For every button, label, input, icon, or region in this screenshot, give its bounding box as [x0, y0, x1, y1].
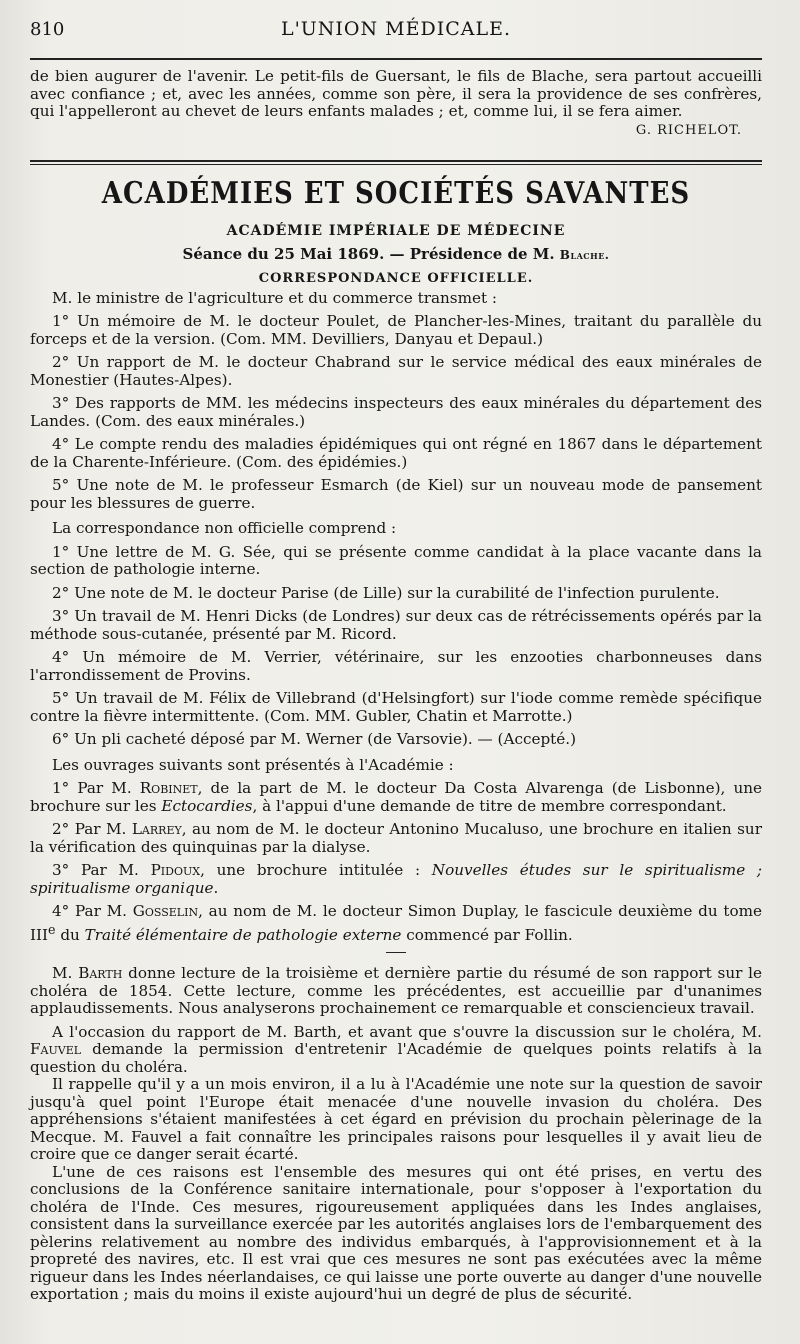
fauvel-paragraph: A l'occasion du rapport de M. Barth, et avant que s'ouvre la discussion sur le choléra, M. Fauvel demande la permission d'entretenir l'Académie de quelques points relatifs à la question du choléra. — [30, 1022, 762, 1076]
works-item-4: 4° Par M. Gosselin, au nom de M. le docteur Simon Duplay, le fascicule deuxième du tome IIIe du Traité élémentaire de pathologie externe commencé par Follin. — [30, 902, 762, 944]
running-title: L'UNION MÉDICALE. — [280, 18, 512, 40]
official-item-5: 5° Une note de M. le professeur Esmarch (de Kiel) sur un nouveau mode de pansement pour les blessures de guerre. — [30, 476, 762, 512]
recall-paragraph: Il rappelle qu'il y a un mois environ, il a lu à l'Académie une note sur la question de savoir jusqu'à quel point l'Europe était menacée d'une nouvelle invasion du choléra. Des appréhensions s'étaient manifestées à cet égard en prévision du prochain pèlerinage de la Mecque. M. Fauvel a fait connaître les principales raisons pour lesquelles il y avait lieu de croire que ce danger serait écarté. — [30, 1075, 762, 1164]
nonofficial-item-3: 3° Un travail de M. Henri Dicks (de Londres) sur deux cas de rétrécissements opérés par la méthode sous-cutanée, présenté par M. Ricord. — [30, 607, 762, 643]
section-title: ACADÉMIES ET SOCIÉTÉS SAVANTES — [101, 176, 691, 211]
intro-paragraph: de bien augurer de l'avenir. Le petit-fils de Guersant, le fils de Blache, sera partout accueilli avec confiance ; et, avec les années, comme son père, il sera la providence de ses confrères, qui l'appelleront au chevet de leurs enfants malades ; et, comme lui, il se fera aimer. — [30, 67, 762, 120]
page-number: 810 — [30, 19, 65, 40]
page-header — [30, 18, 762, 48]
signature: G. RICHELOT. — [635, 122, 742, 138]
nonofficial-item-6: 6° Un pli cacheté déposé par M. Werner (de Varsovie). — (Accepté.) — [52, 730, 577, 748]
short-separator — [386, 952, 406, 953]
nonofficial-item-5: 5° Un travail de M. Félix de Villebrand (d'Helsingfort) sur l'iode comme remède spécifique contre la fièvre intermittente. (Com. MM. Gubler, Chatin et Marrotte.) — [30, 689, 762, 725]
nonofficial-item-2: 2° Une note de M. le docteur Parise (de Lille) sur la curabilité de l'infection purulente. — [52, 583, 720, 602]
academy-title: ACADÉMIE IMPÉRIALE DE MÉDECINE — [226, 222, 566, 239]
section-divider — [30, 160, 762, 165]
measures-paragraph: L'une de ces raisons est l'ensemble des mesures qui ont été prises, en vertu des conclusions de la Conférence sanitaire internationale, pour s'opposer à l'exportation du choléra de l'Inde. Ces mesures, rigoureusement appliquées dans les Indes anglaises, consistent dans la surveillance exercée par les autorités anglaises lors de l'embarquement des pèlerins relativement au nombre des individus embarqués, à l'approvisionnement et à la propreté des navires, etc. Il est vrai que ces mesures ne sont pas exécutées avec la même rigueur dans les Indes néerlandaises, ce qui laisse une porte ouverte au danger d'une nouvelle exportation ; mais du moins il existe aujourd'hui un degré de plus de sécurité. — [30, 1162, 762, 1304]
official-item-3: 3° Des rapports de MM. les médecins inspecteurs des eaux minérales du département des Landes. (Com. des eaux minérales.) — [30, 394, 762, 430]
session-line — [30, 245, 762, 263]
correspondence-label: CORRESPONDANCE OFFICIELLE. — [258, 270, 534, 286]
nonofficial-item-4: 4° Un mémoire de M. Verrier, vétérinaire, sur les enzooties charbonneuses dans l'arrondissement de Provins. — [30, 648, 762, 684]
works-item-3: 3° Par M. Pidoux, une brochure intitulée : Nouvelles études sur le spiritualisme ; spiritualisme organique. — [30, 861, 762, 897]
official-item-1: 1° Un mémoire de M. le docteur Poulet, de Plancher-les-Mines, traitant du parallèle du forceps et de la version. (Com. MM. Devilliers, Danyau et Depaul.) — [30, 312, 762, 348]
session-president: Blache. — [559, 247, 610, 262]
works-item-1: 1° Par M. Robinet, de la part de M. le docteur Da Costa Alvarenga (de Lisbonne), une brochure sur les Ectocardies, à l'appui d'une demande de titre de membre correspondant. — [30, 779, 763, 815]
works-item-2: 2° Par M. Larrey, au nom de M. le docteur Antonino Mucaluso, une brochure en italien sur la vérification des quinquinas par la dialyse. — [30, 820, 762, 856]
header-rule — [30, 58, 762, 60]
session-date: Séance du 25 Mai 1869. — Présidence de M. — [182, 244, 555, 263]
official-item-2: 2° Un rapport de M. le docteur Chabrand sur le service médical des eaux minérales de Monestier (Hautes-Alpes). — [30, 353, 762, 389]
nonofficial-item-1: 1° Une lettre de M. G. Sée, qui se présente comme candidat à la place vacante dans la section de pathologie interne. — [30, 542, 762, 578]
barth-paragraph: M. Barth donne lecture de la troisième et dernière partie du résumé de son rapport sur le choléra de 1854. Cette lecture, comme les précédentes, est accueillie par d'unanimes applaudissements. Nous analyserons prochainement ce remarquable et consciencieux travail. — [30, 964, 763, 1018]
official-item-4: 4° Le compte rendu des maladies épidémiques qui ont régné en 1867 dans le département de la Charente-Inférieure. (Com. des épidémies.) — [30, 435, 762, 471]
nonofficial-intro: La correspondance non officielle comprend : — [52, 519, 397, 537]
official-intro: M. le ministre de l'agriculture et du commerce transmet : — [52, 288, 498, 307]
works-intro: Les ouvrages suivants sont présentés à l'Académie : — [52, 755, 454, 774]
